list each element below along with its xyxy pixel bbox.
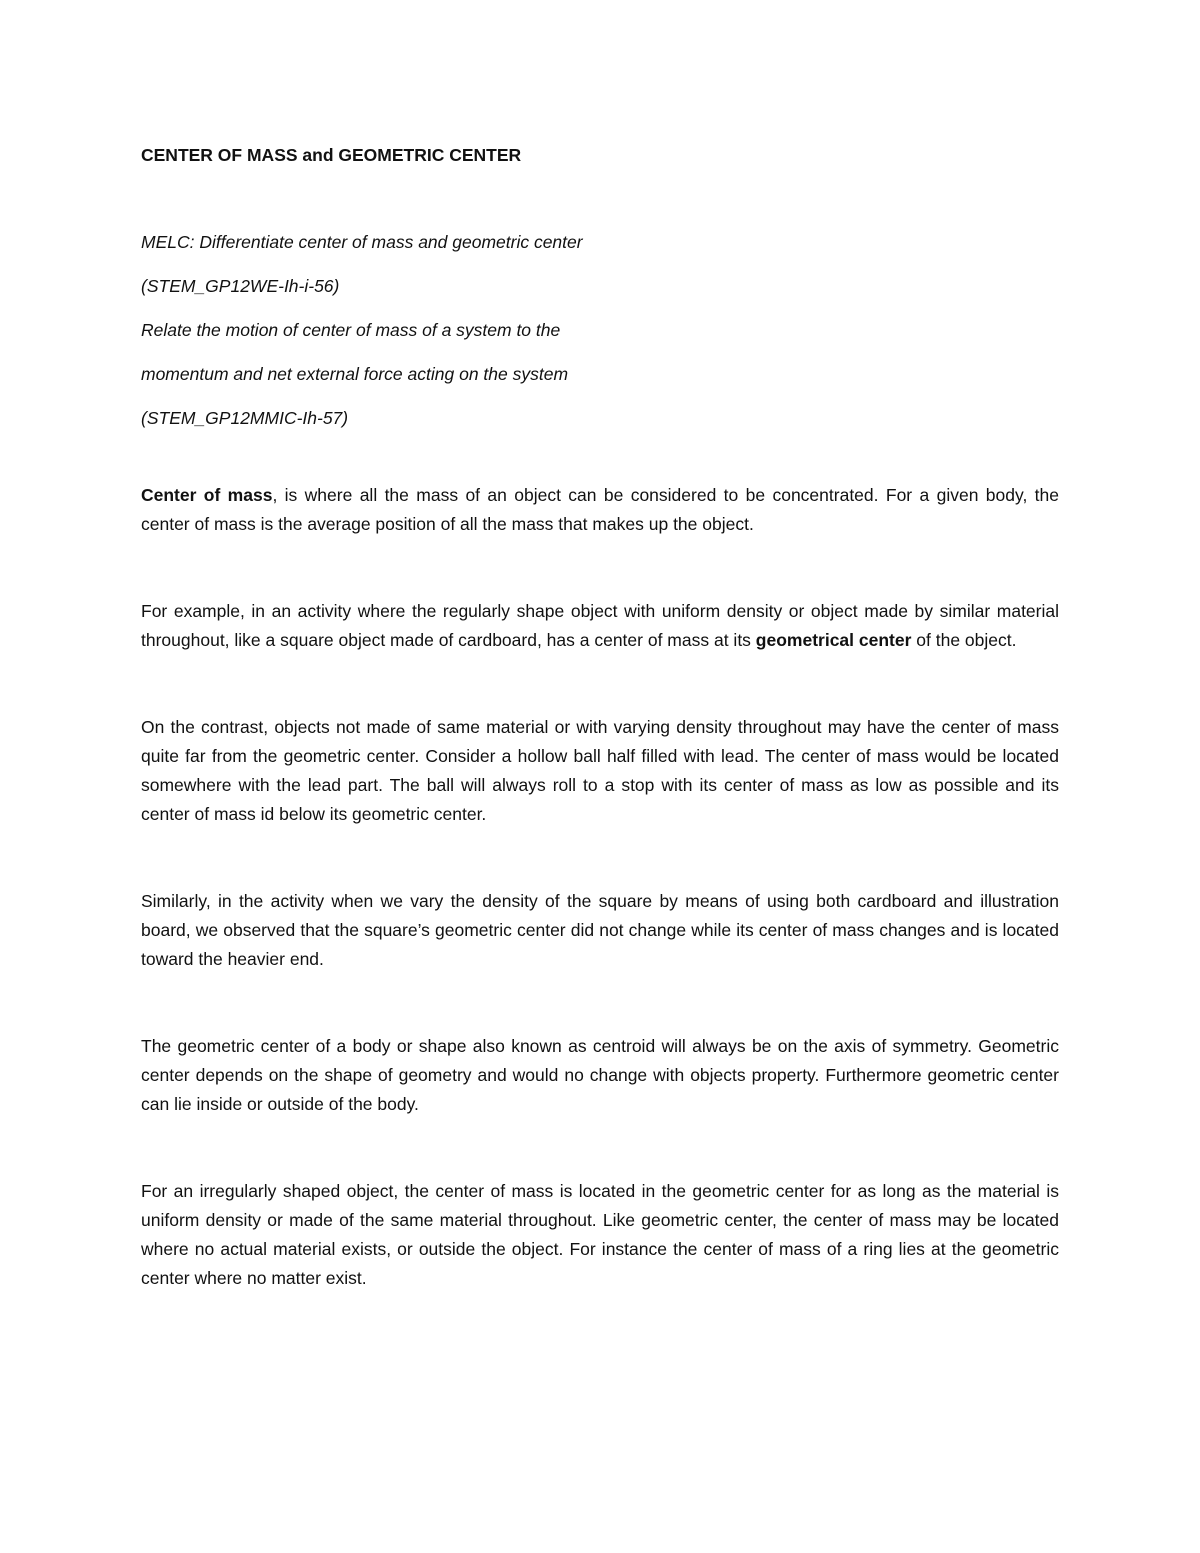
- paragraph-geometric-center: The geometric center of a body or shape also known as centroid will always be on the axis of symmetry. Geometric center depends on the shape of geometry and would no change with objects property. Furthermore geometric center can lie inside or outside of the body.: [141, 1036, 1059, 1114]
- paragraph-irregular-object: For an irregularly shaped object, the center of mass is located in the geometric center for as long as the material is uniform density or made of the same material throughout. Like geometric center, the center of mass may be located where no actual material exists, or outside the object. For instance the center of mass of a ring lies at the geometric center where no matter exist.: [141, 1181, 1059, 1288]
- paragraph-contrast: On the contrast, objects not made of same material or with varying density throughout may have the center of mass quite far from the geometric center. Consider a hollow ball half filled with lead. The center of mass would be located somewhere with the lead part. The ball will always roll to a stop with its center of mass as low as possible and its center of mass id below its geometric center.: [141, 717, 1059, 824]
- term-center-of-mass: Center of mass: [141, 485, 273, 505]
- paragraph-example: [141, 597, 1059, 655]
- term-geometrical-center: geometrical center: [755, 630, 912, 650]
- melc-code-line: (STEM_GP12MMIC-Ih-57): [141, 408, 349, 428]
- melc-line: MELC: Differentiate center of mass and geometric center: [141, 232, 583, 252]
- paragraph-text: For example, in an activity where the regularly shape object with uniform density or object made by similar material throughout, like a square object made of cardboard, has a center of mass at its: [141, 601, 1059, 650]
- paragraph-center-of-mass-definition: [141, 481, 1059, 539]
- document-body: [141, 140, 1059, 1293]
- paragraph-text: of the object.: [911, 630, 1017, 650]
- paragraph-similarly: Similarly, in the activity when we vary the density of the square by means of using both cardboard and illustration board, we observed that the square’s geometric center did not change while its center of mass changes and is located toward the heavier end.: [141, 891, 1059, 969]
- melc-line: Relate the motion of center of mass of a system to the: [141, 320, 561, 340]
- melc-code-line: (STEM_GP12WE-Ih-i-56): [141, 276, 340, 296]
- document-title: CENTER OF MASS and GEOMETRIC CENTER: [141, 145, 522, 165]
- melc-line: momentum and net external force acting on the system: [141, 364, 569, 384]
- melc-block: [141, 228, 1059, 433]
- paragraph-text: , is where all the mass of an object can be considered to be concentrated. For a given body, the center of mass is the average position of all the mass that makes up the object.: [141, 485, 1059, 534]
